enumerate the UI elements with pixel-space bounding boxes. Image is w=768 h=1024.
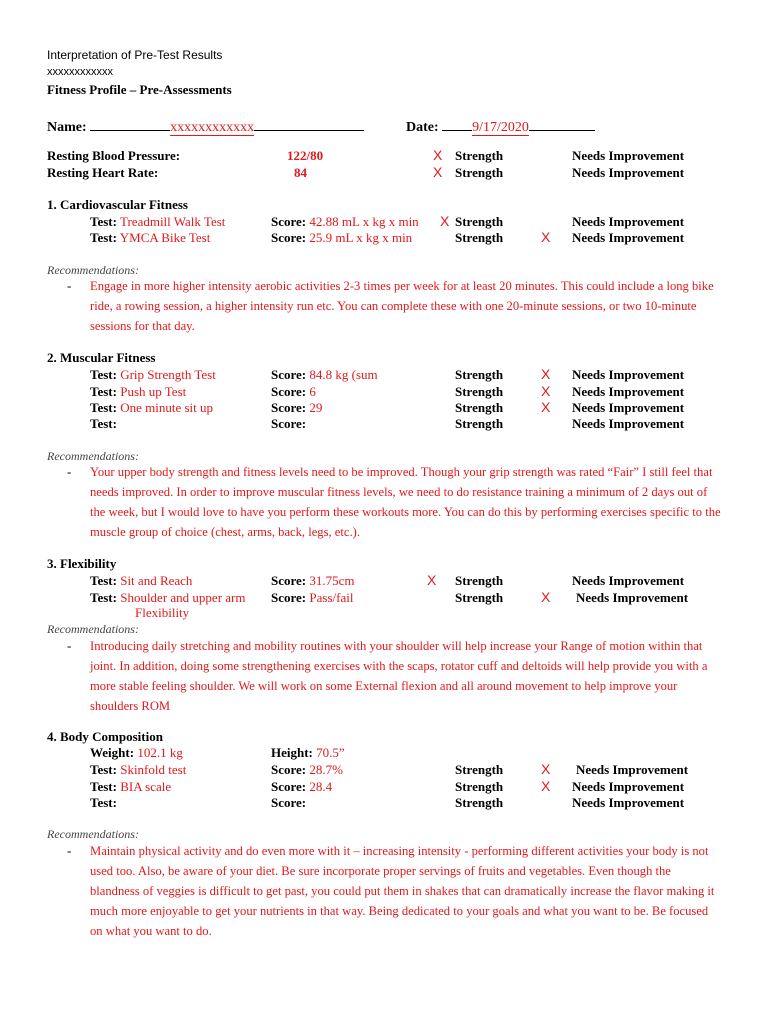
date-row [406,116,595,136]
test-label: Test: [90,779,117,794]
flex-rec-bullet: - [67,638,72,653]
height-label: Height: [271,745,313,760]
muscular-3-strength-label: Strength [455,400,504,415]
body-score-2 [271,779,332,795]
muscular-2-needs-label: Needs Improvement [572,384,685,399]
cardio-test-1-name: Treadmill Walk Test [119,214,226,229]
body-2-needs-label: Needs Improvement [572,779,685,794]
body-score-3 [271,795,306,811]
cardio-rec-label: Recommendations: [47,263,139,277]
muscular-score-4 [271,416,306,432]
cardio-test-1 [90,214,225,230]
bp-needs-label: Needs Improvement [572,148,685,163]
body-1-needs-label: Needs Improvement [576,762,689,777]
flex-2-strength-label: Strength [455,590,504,605]
weight-value: 102.1 kg [137,745,183,760]
flex-score-1 [271,573,355,589]
doc-subtitle: Interpretation of Pre-Test Results [47,48,223,62]
muscular-score-1 [271,367,378,383]
flexibility-heading: 3. Flexibility [47,556,117,571]
muscular-test-1 [90,367,216,383]
hr-strength-label: Strength [455,165,504,180]
muscular-test-3 [90,400,213,416]
muscular-test-2 [90,384,186,400]
flex-1-strength-label: Strength [455,573,504,588]
test-label: Test: [90,416,117,431]
test-label: Test: [90,230,117,245]
hr-value: 84 [294,165,307,180]
cardio-score-1-value: 42.88 mL x kg x min [309,214,419,229]
name-value: xxxxxxxxxxxx [170,120,255,135]
muscular-1-needs-label: Needs Improvement [572,367,685,382]
score-label: Score: [271,590,307,605]
cardio-1-strength-label: Strength [455,214,504,229]
score-label: Score: [271,400,307,415]
cardio-score-1 [271,214,419,230]
score-label: Score: [271,214,307,229]
cardio-test-2-name: YMCA Bike Test [119,230,211,245]
cardio-1-needs-label: Needs Improvement [572,214,685,229]
muscular-2-needs-mark: X [541,383,551,399]
muscular-score-3 [271,400,322,416]
body-score-1 [271,762,343,778]
hr-label: Resting Heart Rate: [47,165,159,180]
cardio-score-2-value: 25.9 mL x kg x min [309,230,413,245]
flexibility-recommendation: Introducing daily stretching and mobility routines with your shoulder will help increase your Range of motion within that joint. In addition, doing some strengthening exercises with the scaps, rotator cuff and deltoids will help provide you with a more stable feeling shoulder. We will work on some External flexion and all around movement to help improve your shoulders ROM [90,639,708,713]
flex-2-needs-label: Needs Improvement [576,590,689,605]
cardio-score-2 [271,230,412,246]
muscular-test-4 [90,416,117,432]
score-label: Score: [271,573,307,588]
flex-score-1-value: 31.75cm [309,573,355,588]
cardio-heading: 1. Cardiovascular Fitness [47,197,188,212]
name-underline-left [90,116,170,131]
name-underline-right [254,116,364,131]
flex-test-2-name: Shoulder and upper arm [120,590,246,605]
body-3-needs-label: Needs Improvement [572,795,685,810]
body-weight [90,745,183,761]
score-label: Score: [271,416,307,431]
name-label: Name: [47,120,87,135]
muscular-rec-bullet: - [67,464,72,479]
page-title: Fitness Profile – Pre-Assessments [47,82,232,97]
flex-1-needs-label: Needs Improvement [572,573,685,588]
muscular-heading: 2. Muscular Fitness [47,350,156,365]
flex-1-strength-mark: X [427,572,437,588]
flex-test-2 [90,590,246,606]
muscular-3-needs-label: Needs Improvement [572,400,685,415]
weight-label: Weight: [90,745,135,760]
flex-rec-label: Recommendations: [47,622,139,636]
date-value: 9/17/2020 [472,120,529,135]
muscular-4-needs-label: Needs Improvement [572,416,685,431]
test-label: Test: [90,400,117,415]
name-row [47,116,364,136]
body-test-2 [90,779,171,795]
flex-score-2 [271,590,353,606]
muscular-rec-label: Recommendations: [47,449,139,463]
test-label: Test: [90,795,117,810]
body-test-1-name: Skinfold test [120,762,187,777]
test-label: Test: [90,214,117,229]
body-1-strength-label: Strength [455,762,504,777]
body-heading: 4. Body Composition [47,729,163,744]
body-3-strength-label: Strength [455,795,504,810]
body-rec-label: Recommendations: [47,827,139,841]
cardio-recommendation: Engage in more higher intensity aerobic activities 2-3 times per week for at least 20 minutes. This could include a long bike ride, a rowing session, a higher intensity run etc. You can complete these with one 20-minute sessions, or two 10-minute sessions for that day. [90,279,714,333]
muscular-test-3-name: One minute sit up [120,400,214,415]
body-2-strength-label: Strength [455,779,504,794]
hr-needs-label: Needs Improvement [572,165,685,180]
body-score-1-value: 28.7% [309,762,343,777]
body-test-2-name: BIA scale [120,779,172,794]
date-underline-left [442,116,472,131]
muscular-1-needs-mark: X [541,366,551,382]
score-label: Score: [271,795,307,810]
test-label: Test: [90,367,117,382]
score-label: Score: [271,779,307,794]
flex-test-2-name-line2: Flexibility [135,605,190,620]
cardio-2-strength-label: Strength [455,230,504,245]
body-rec-bullet: - [67,843,72,858]
test-label: Test: [90,762,117,777]
hr-strength-mark: X [433,164,443,180]
bp-strength-mark: X [433,147,443,163]
cardio-1-strength-mark: X [440,213,450,229]
muscular-test-2-name: Push up Test [120,384,187,399]
flex-score-2-value: Pass/fail [309,590,354,605]
bp-strength-label: Strength [455,148,504,163]
test-label: Test: [90,590,117,605]
date-label: Date: [406,120,439,135]
score-label: Score: [271,762,307,777]
body-recommendation: Maintain physical activity and do even more with it – increasing intensity - performing different activities your body is not used too. Also, be aware of your diet. Be sure incorporate proper servings of fruits and vegetables. Even though the blandness of veggies is difficult to get past, you could put them in shakes that can dramatically increase the flavor making it much more enjoyable to get your nutrients in that way. Being dedicated to your goals and what you want to be. Be focused on what you want to do. [90,844,715,938]
score-label: Score: [271,230,307,245]
test-label: Test: [90,384,117,399]
bp-value: 122/80 [287,148,324,163]
flex-test-1-name: Sit and Reach [120,573,193,588]
muscular-test-1-name: Grip Strength Test [120,367,216,382]
test-label: Test: [90,573,117,588]
cardio-2-needs-mark: X [541,229,551,245]
muscular-score-2-value: 6 [309,384,316,399]
bp-label: Resting Blood Pressure: [47,148,181,163]
body-score-2-value: 28.4 [309,779,333,794]
score-label: Score: [271,384,307,399]
body-test-3 [90,795,117,811]
muscular-4-strength-label: Strength [455,416,504,431]
muscular-score-2 [271,384,316,400]
muscular-score-1-value: 84.8 kg (sum [309,367,378,382]
muscular-score-3-value: 29 [309,400,323,415]
cardio-test-2 [90,230,210,246]
doc-id: xxxxxxxxxxxx [47,66,113,78]
muscular-1-strength-label: Strength [455,367,504,382]
body-height [271,745,345,761]
muscular-3-needs-mark: X [541,399,551,415]
flex-2-needs-mark: X [541,589,551,605]
date-underline-right [529,116,595,131]
body-test-1 [90,762,186,778]
body-1-needs-mark: X [541,761,551,777]
muscular-recommendation: Your upper body strength and fitness levels need to be improved. Though your grip strength was rated “Fair” I still feel that needs improved. In order to improve muscular fitness levels, we need to do resistance training a minimum of 2 days out of the week, but I would love to have you perform these workouts more. You can do this by performing exercises specific to the muscle group of choice (chest, arms, back, legs, etc.). [90,465,721,539]
height-value: 70.5” [316,745,345,760]
flex-test-1 [90,573,192,589]
cardio-2-needs-label: Needs Improvement [572,230,685,245]
cardio-rec-bullet: - [67,278,72,293]
muscular-2-strength-label: Strength [455,384,504,399]
score-label: Score: [271,367,307,382]
body-2-needs-mark: X [541,778,551,794]
